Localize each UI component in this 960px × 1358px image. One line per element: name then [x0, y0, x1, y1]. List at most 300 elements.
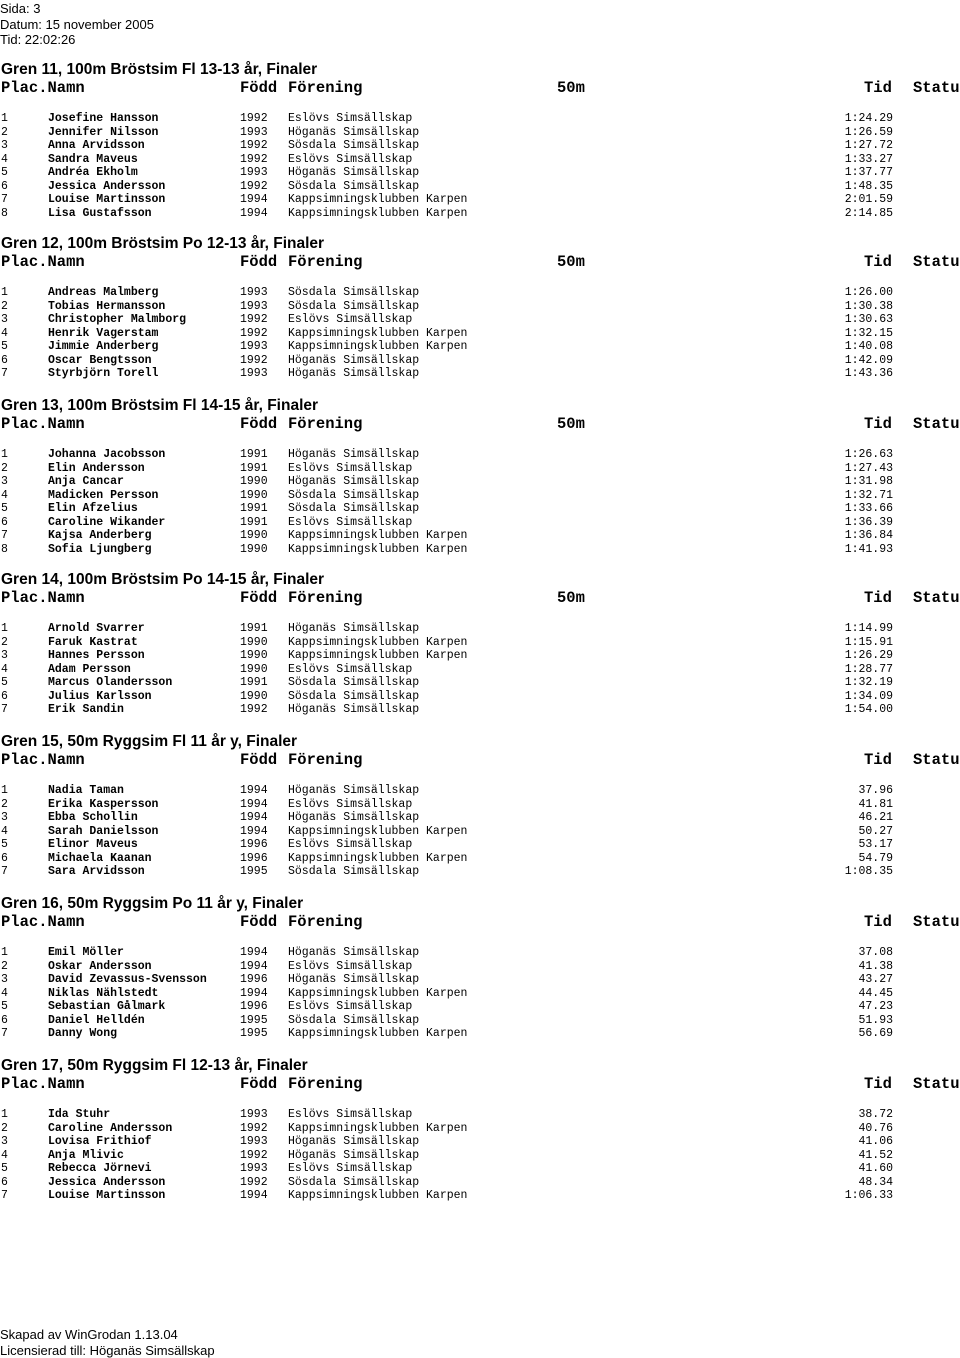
- results-table: [0, 622, 960, 717]
- result-time: 1:28.77: [844, 662, 893, 676]
- swimmer-name: Caroline Wikander: [48, 515, 166, 529]
- result-time: 1:40.08: [844, 340, 893, 353]
- club-name: Kappsimningsklubben Karpen: [288, 851, 468, 865]
- placement: 4: [1, 326, 8, 340]
- header-status: Statu: [913, 913, 960, 931]
- placement: 6: [1, 179, 8, 193]
- birth-year: 1993: [240, 1108, 268, 1121]
- swimmer-name: Caroline Andersson: [48, 1121, 173, 1135]
- result-row: [0, 784, 960, 798]
- result-row: [0, 180, 960, 194]
- placement: 5: [1, 1162, 8, 1175]
- placement: 3: [1, 1135, 8, 1148]
- swimmer-name: Michaela Kaanan: [48, 851, 152, 865]
- header-split-50m: 50m: [557, 253, 585, 271]
- placement: 7: [1, 703, 8, 716]
- result-time: 2:14.85: [844, 206, 893, 220]
- placement: 4: [1, 1148, 8, 1162]
- header-fodd: Född: [240, 253, 278, 271]
- placement: 7: [1, 865, 8, 878]
- club-name: Eslövs Simsällskap: [288, 515, 413, 529]
- club-name: Eslövs Simsällskap: [288, 112, 413, 125]
- placement: 6: [1, 1013, 8, 1027]
- header-plac-namn: Plac.Namn: [1, 751, 85, 769]
- result-row: [0, 622, 960, 636]
- swimmer-name: Sebastian Gålmark: [48, 1000, 166, 1013]
- result-row: [0, 1149, 960, 1163]
- birth-year: 1992: [240, 313, 268, 326]
- placement: 5: [1, 166, 8, 179]
- placement: 2: [1, 461, 8, 475]
- placement: 8: [1, 206, 8, 220]
- club-name: Kappsimningsklubben Karpen: [288, 326, 468, 340]
- birth-year: 1990: [240, 649, 268, 662]
- result-row: [0, 852, 960, 866]
- swimmer-name: Elinor Maveus: [48, 838, 138, 851]
- event-title: Gren 13, 100m Bröstsim Fl 14-15 år, Finaler: [1, 397, 319, 414]
- birth-year: 1991: [240, 461, 268, 475]
- result-row: [0, 327, 960, 341]
- result-time: 1:26.29: [844, 649, 893, 662]
- placement: 4: [1, 152, 8, 166]
- result-time: 1:42.09: [844, 353, 893, 367]
- placement: 4: [1, 986, 8, 1000]
- page-number: Sida: 3: [0, 1, 41, 16]
- birth-year: 1994: [240, 797, 268, 811]
- header-split-50m: 50m: [557, 415, 585, 433]
- placement: 3: [1, 811, 8, 824]
- birth-year: 1991: [240, 502, 268, 515]
- result-time: 54.79: [858, 851, 893, 865]
- club-name: Kappsimningsklubben Karpen: [288, 193, 468, 206]
- club-name: Eslövs Simsällskap: [288, 313, 413, 326]
- club-name: Kappsimningsklubben Karpen: [288, 1121, 468, 1135]
- placement: 3: [1, 139, 8, 152]
- report-date: Datum: 15 november 2005: [0, 16, 154, 32]
- header-forening: Förening: [288, 913, 363, 931]
- result-time: 41.06: [858, 1135, 893, 1148]
- swimmer-name: Erika Kaspersson: [48, 797, 159, 811]
- placement: 7: [1, 1027, 8, 1040]
- birth-year: 1995: [240, 1013, 268, 1027]
- placement: 5: [1, 340, 8, 353]
- swimmer-name: Sandra Maveus: [48, 152, 138, 166]
- placement: 1: [1, 946, 8, 959]
- club-name: Kappsimningsklubben Karpen: [288, 649, 468, 662]
- swimmer-name: Lovisa Frithiof: [48, 1135, 152, 1148]
- birth-year: 1996: [240, 851, 268, 865]
- birth-year: 1993: [240, 340, 268, 353]
- placement: 1: [1, 112, 8, 125]
- result-time: 41.60: [858, 1162, 893, 1175]
- placement: 3: [1, 313, 8, 326]
- swimmer-name: Johanna Jacobsson: [48, 448, 166, 461]
- result-row: [0, 946, 960, 960]
- club-name: Eslövs Simsällskap: [288, 461, 413, 475]
- header-tid: Tid: [864, 913, 892, 931]
- header-status: Statu: [913, 589, 960, 607]
- placement: 5: [1, 838, 8, 851]
- club-name: Sösdala Simsällskap: [288, 299, 420, 313]
- swimmer-name: Anja Mlivic: [48, 1148, 124, 1162]
- header-split-50m: 50m: [557, 79, 585, 97]
- birth-year: 1993: [240, 286, 268, 299]
- swimmer-name: Daniel Helldén: [48, 1013, 145, 1027]
- placement: 2: [1, 1121, 8, 1135]
- placement: 1: [1, 286, 8, 299]
- birth-year: 1995: [240, 1027, 268, 1040]
- result-row: [0, 703, 960, 717]
- event-list: [0, 61, 960, 1219]
- result-row: [0, 489, 960, 503]
- club-name: Kappsimningsklubben Karpen: [288, 1189, 468, 1202]
- club-name: Sösdala Simsällskap: [288, 139, 420, 152]
- result-time: 1:37.77: [844, 166, 893, 179]
- header-plac-namn: Plac.Namn: [1, 589, 85, 607]
- club-name: Kappsimningsklubben Karpen: [288, 542, 468, 556]
- swimmer-name: Elin Afzelius: [48, 502, 138, 515]
- result-row: [0, 811, 960, 825]
- result-time: 53.17: [858, 838, 893, 851]
- result-row: [0, 1189, 960, 1203]
- event-section: [0, 235, 960, 397]
- result-time: 1:41.93: [844, 542, 893, 556]
- club-name: Sösdala Simsällskap: [288, 488, 420, 502]
- result-row: [0, 516, 960, 530]
- header-tid: Tid: [864, 415, 892, 433]
- placement: 3: [1, 475, 8, 488]
- swimmer-name: Andréa Ekholm: [48, 166, 138, 179]
- club-name: Sösdala Simsällskap: [288, 179, 420, 193]
- header-fodd: Född: [240, 1075, 278, 1093]
- result-time: 41.81: [858, 797, 893, 811]
- birth-year: 1993: [240, 125, 268, 139]
- birth-year: 1992: [240, 179, 268, 193]
- results-table: [0, 448, 960, 556]
- result-row: [0, 367, 960, 381]
- birth-year: 1993: [240, 299, 268, 313]
- placement: 5: [1, 1000, 8, 1013]
- result-row: [0, 502, 960, 516]
- club-name: Eslövs Simsällskap: [288, 662, 413, 676]
- club-name: Sösdala Simsällskap: [288, 689, 420, 703]
- result-row: [0, 475, 960, 489]
- result-time: 1:31.98: [844, 475, 893, 488]
- placement: 7: [1, 529, 8, 542]
- club-name: Kappsimningsklubben Karpen: [288, 340, 468, 353]
- result-row: [0, 207, 960, 221]
- placement: 1: [1, 1108, 8, 1121]
- header-plac-namn: Plac.Namn: [1, 79, 85, 97]
- birth-year: 1992: [240, 1121, 268, 1135]
- result-time: 1:54.00: [844, 703, 893, 716]
- header-fodd: Född: [240, 913, 278, 931]
- event-section: [0, 895, 960, 1057]
- swimmer-name: Erik Sandin: [48, 703, 124, 716]
- result-row: [0, 193, 960, 207]
- result-row: [0, 126, 960, 140]
- result-time: 1:27.72: [844, 139, 893, 152]
- club-name: Sösdala Simsällskap: [288, 1175, 420, 1189]
- birth-year: 1992: [240, 112, 268, 125]
- result-row: [0, 663, 960, 677]
- result-time: 50.27: [858, 824, 893, 838]
- result-time: 37.96: [858, 784, 893, 797]
- result-time: 1:30.63: [844, 313, 893, 326]
- header-forening: Förening: [288, 751, 363, 769]
- report-time: Tid: 22:02:26: [0, 32, 76, 47]
- club-name: Eslövs Simsällskap: [288, 797, 413, 811]
- result-row: [0, 649, 960, 663]
- header-tid: Tid: [864, 253, 892, 271]
- result-time: 1:32.15: [844, 326, 893, 340]
- club-name: Höganäs Simsällskap: [288, 1148, 420, 1162]
- page-header: [0, 1, 154, 48]
- swimmer-name: Tobias Hermansson: [48, 299, 166, 313]
- result-row: [0, 636, 960, 650]
- birth-year: 1994: [240, 206, 268, 220]
- result-row: [0, 973, 960, 987]
- club-name: Kappsimningsklubben Karpen: [288, 824, 468, 838]
- club-name: Höganäs Simsällskap: [288, 367, 420, 380]
- result-time: 1:36.84: [844, 529, 893, 542]
- result-row: [0, 1176, 960, 1190]
- column-header-row: [0, 589, 960, 607]
- result-time: 1:24.29: [844, 112, 893, 125]
- birth-year: 1992: [240, 152, 268, 166]
- header-status: Statu: [913, 1075, 960, 1093]
- result-time: 1:33.27: [844, 152, 893, 166]
- event-title: Gren 17, 50m Ryggsim Fl 12-13 år, Finaler: [1, 1057, 308, 1074]
- placement: 2: [1, 959, 8, 973]
- birth-year: 1990: [240, 529, 268, 542]
- header-fodd: Född: [240, 415, 278, 433]
- club-name: Höganäs Simsällskap: [288, 946, 420, 959]
- event-title: Gren 15, 50m Ryggsim Fl 11 år y, Finaler: [1, 733, 298, 750]
- result-row: [0, 166, 960, 180]
- result-time: 51.93: [858, 1013, 893, 1027]
- placement: 1: [1, 622, 8, 635]
- result-row: [0, 798, 960, 812]
- results-table: [0, 286, 960, 381]
- result-time: 1:32.71: [844, 488, 893, 502]
- result-time: 1:32.19: [844, 676, 893, 689]
- swimmer-name: Danny Wong: [48, 1027, 118, 1040]
- result-row: [0, 987, 960, 1001]
- birth-year: 1990: [240, 542, 268, 556]
- column-header-row: [0, 415, 960, 433]
- header-fodd: Född: [240, 589, 278, 607]
- swimmer-name: Anja Cancar: [48, 475, 124, 488]
- result-time: 47.23: [858, 1000, 893, 1013]
- birth-year: 1991: [240, 448, 268, 461]
- swimmer-name: Jessica Andersson: [48, 1175, 166, 1189]
- swimmer-name: Faruk Kastrat: [48, 635, 138, 649]
- birth-year: 1994: [240, 193, 268, 206]
- result-row: [0, 676, 960, 690]
- column-header-row: [0, 1075, 960, 1093]
- club-name: Höganäs Simsällskap: [288, 811, 420, 824]
- birth-year: 1994: [240, 959, 268, 973]
- birth-year: 1994: [240, 986, 268, 1000]
- swimmer-name: Sarah Danielsson: [48, 824, 159, 838]
- club-name: Sösdala Simsällskap: [288, 1013, 420, 1027]
- placement: 1: [1, 448, 8, 461]
- event-section: [0, 1057, 960, 1219]
- birth-year: 1990: [240, 662, 268, 676]
- swimmer-name: Anna Arvidsson: [48, 139, 145, 152]
- club-name: Eslövs Simsällskap: [288, 1108, 413, 1121]
- birth-year: 1993: [240, 367, 268, 380]
- swimmer-name: Jennifer Nilsson: [48, 125, 159, 139]
- result-time: 41.38: [858, 959, 893, 973]
- header-forening: Förening: [288, 79, 363, 97]
- club-name: Höganäs Simsällskap: [288, 166, 420, 179]
- club-name: Eslövs Simsällskap: [288, 152, 413, 166]
- header-tid: Tid: [864, 589, 892, 607]
- results-table: [0, 784, 960, 879]
- club-name: Höganäs Simsällskap: [288, 125, 420, 139]
- club-name: Kappsimningsklubben Karpen: [288, 635, 468, 649]
- result-time: 1:48.35: [844, 179, 893, 193]
- swimmer-name: Jessica Andersson: [48, 179, 166, 193]
- result-time: 46.21: [858, 811, 893, 824]
- result-time: 56.69: [858, 1027, 893, 1040]
- result-time: 1:15.91: [844, 635, 893, 649]
- club-name: Höganäs Simsällskap: [288, 353, 420, 367]
- header-split-50m: 50m: [557, 589, 585, 607]
- club-name: Kappsimningsklubben Karpen: [288, 206, 468, 220]
- club-name: Sösdala Simsällskap: [288, 286, 420, 299]
- swimmer-name: Josefine Hansson: [48, 112, 159, 125]
- placement: 6: [1, 515, 8, 529]
- swimmer-name: Jimmie Anderberg: [48, 340, 159, 353]
- swimmer-name: Andreas Malmberg: [48, 286, 159, 299]
- result-time: 1:30.38: [844, 299, 893, 313]
- club-name: Höganäs Simsällskap: [288, 703, 420, 716]
- swimmer-name: Sara Arvidsson: [48, 865, 145, 878]
- placement: 4: [1, 662, 8, 676]
- result-time: 1:33.66: [844, 502, 893, 515]
- club-name: Höganäs Simsällskap: [288, 784, 420, 797]
- event-section: [0, 61, 960, 235]
- result-time: 2:01.59: [844, 193, 893, 206]
- result-time: 1:26.63: [844, 448, 893, 461]
- club-name: Kappsimningsklubben Karpen: [288, 1027, 468, 1040]
- club-name: Höganäs Simsällskap: [288, 475, 420, 488]
- event-title: Gren 12, 100m Bröstsim Po 12-13 år, Finaler: [1, 235, 325, 252]
- result-time: 41.52: [858, 1148, 893, 1162]
- header-tid: Tid: [864, 1075, 892, 1093]
- placement: 3: [1, 649, 8, 662]
- placement: 5: [1, 502, 8, 515]
- result-time: 1:26.00: [844, 286, 893, 299]
- result-row: [0, 865, 960, 879]
- result-time: 1:36.39: [844, 515, 893, 529]
- result-row: [0, 1162, 960, 1176]
- result-time: 38.72: [858, 1108, 893, 1121]
- birth-year: 1994: [240, 824, 268, 838]
- club-name: Kappsimningsklubben Karpen: [288, 986, 468, 1000]
- header-forening: Förening: [288, 1075, 363, 1093]
- swimmer-name: Louise Martinsson: [48, 1189, 166, 1202]
- header-plac-namn: Plac.Namn: [1, 415, 85, 433]
- placement: 8: [1, 542, 8, 556]
- club-name: Höganäs Simsällskap: [288, 1135, 420, 1148]
- club-name: Eslövs Simsällskap: [288, 1000, 413, 1013]
- result-row: [0, 1027, 960, 1041]
- birth-year: 1992: [240, 353, 268, 367]
- swimmer-name: Elin Andersson: [48, 461, 145, 475]
- header-plac-namn: Plac.Namn: [1, 913, 85, 931]
- birth-year: 1994: [240, 784, 268, 797]
- header-plac-namn: Plac.Namn: [1, 253, 85, 271]
- swimmer-name: David Zevassus-Svensson: [48, 973, 207, 986]
- placement: 2: [1, 635, 8, 649]
- column-header-row: [0, 253, 960, 271]
- birth-year: 1991: [240, 515, 268, 529]
- swimmer-name: Nadia Taman: [48, 784, 124, 797]
- header-fodd: Född: [240, 79, 278, 97]
- result-row: [0, 1122, 960, 1136]
- event-title: Gren 14, 100m Bröstsim Po 14-15 år, Finaler: [1, 571, 325, 588]
- placement: 2: [1, 299, 8, 313]
- swimmer-name: Oskar Andersson: [48, 959, 152, 973]
- result-time: 1:06.33: [844, 1189, 893, 1202]
- birth-year: 1993: [240, 166, 268, 179]
- club-name: Höganäs Simsällskap: [288, 448, 420, 461]
- club-name: Sösdala Simsällskap: [288, 676, 420, 689]
- header-fodd: Född: [240, 751, 278, 769]
- swimmer-name: Niklas Nählstedt: [48, 986, 159, 1000]
- swimmer-name: Kajsa Anderberg: [48, 529, 152, 542]
- swimmer-name: Ida Stuhr: [48, 1108, 111, 1121]
- placement: 7: [1, 1189, 8, 1202]
- birth-year: 1996: [240, 1000, 268, 1013]
- birth-year: 1993: [240, 1135, 268, 1148]
- birth-year: 1992: [240, 326, 268, 340]
- placement: 2: [1, 125, 8, 139]
- birth-year: 1996: [240, 838, 268, 851]
- results-table: [0, 112, 960, 220]
- header-forening: Förening: [288, 415, 363, 433]
- result-row: [0, 300, 960, 314]
- result-row: [0, 340, 960, 354]
- result-row: [0, 139, 960, 153]
- birth-year: 1994: [240, 1189, 268, 1202]
- result-time: 1:34.09: [844, 689, 893, 703]
- swimmer-name: Ebba Schollin: [48, 811, 138, 824]
- result-row: [0, 313, 960, 327]
- birth-year: 1991: [240, 676, 268, 689]
- header-plac-namn: Plac.Namn: [1, 1075, 85, 1093]
- birth-year: 1993: [240, 1162, 268, 1175]
- event-title: Gren 11, 100m Bröstsim Fl 13-13 år, Finaler: [1, 61, 318, 78]
- event-section: [0, 397, 960, 571]
- placement: 6: [1, 1175, 8, 1189]
- result-row: [0, 690, 960, 704]
- club-name: Eslövs Simsällskap: [288, 959, 413, 973]
- results-table: [0, 946, 960, 1041]
- result-time: 1:43.36: [844, 367, 893, 380]
- birth-year: 1990: [240, 635, 268, 649]
- column-header-row: [0, 913, 960, 931]
- birth-year: 1992: [240, 703, 268, 716]
- club-name: Sösdala Simsällskap: [288, 502, 420, 515]
- placement: 7: [1, 367, 8, 380]
- birth-year: 1992: [240, 1175, 268, 1189]
- created-by: Skapad av WinGrodan 1.13.04: [0, 1327, 178, 1342]
